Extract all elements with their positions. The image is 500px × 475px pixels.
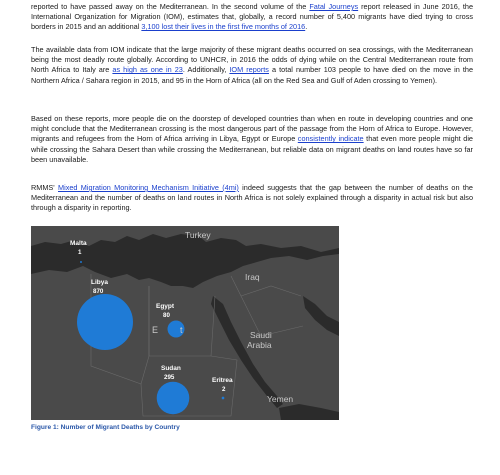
bubble-sudan xyxy=(157,382,190,415)
inline-link[interactable]: Fatal Journeys xyxy=(309,2,359,11)
region-label-saudi-arabia-2: Arabia xyxy=(247,340,272,350)
country-value-malta: 1 xyxy=(78,249,82,256)
inline-link[interactable]: Mixed Migration Monitoring Mechanism Initiative (4mi) xyxy=(58,183,239,192)
paragraph-text: a total number 103 people to have died on the move in the Northern Africa / Sahara region in 2015, and 95 in the Horn of Africa (all on the Red Sea and Gulf of Aden crossing to Yemen). xyxy=(31,65,473,85)
map-svg xyxy=(31,226,339,420)
country-label-egypt: Egypt xyxy=(156,303,175,310)
region-label-saudi-arabia-1: Saudi xyxy=(250,330,272,340)
figure-caption: Figure 1: Number of Migrant Deaths by Country xyxy=(31,424,180,431)
paragraph-4 xyxy=(31,183,473,214)
region-label-turkey: Turkey xyxy=(185,230,211,240)
paragraph-text: Based on these reports, more people die on the doorstep of developed countries than when en route in developing countries and one might conclude that the Mediterranean crossing is the most dangerous part of the passage from the Horn of Africa to Europe. However, migrants and refugees from the Horn of Africa arriving in Libya, Egypt or Europe xyxy=(31,114,473,144)
paragraph-2 xyxy=(31,45,473,86)
paragraph-text: report released in June 2016, the International Organization for Migration (IOM), estimates that, globally, a record number of 5,400 migrants have died trying to cross borders in 2015 and an additional xyxy=(31,2,474,32)
inline-link[interactable]: IOM reports xyxy=(229,65,269,75)
paragraph-text: . xyxy=(305,22,308,32)
inline-link[interactable]: 3,100 lost their lives in the first five months of 2016 xyxy=(141,22,306,32)
country-value-egypt: 80 xyxy=(163,312,170,319)
egypt-overlay-text-tail: t xyxy=(180,325,183,335)
country-label-eritrea: Eritrea xyxy=(212,377,233,384)
paragraph-text: The available data from IOM indicate that the large majority of these migrant deaths occurred on sea crossings, with the Mediterranean being the most deadly route globally. According to UNHCR, in 2016 the odds of dying while on the Central Mediterranean route from North Africa to Italy are xyxy=(31,45,473,75)
paragraph-text: RMMS' xyxy=(31,183,59,192)
inline-link[interactable]: consistently indicate xyxy=(297,134,364,144)
paragraph-3 xyxy=(31,114,473,165)
inline-link[interactable]: as high as one in 23 xyxy=(112,65,183,75)
country-label-malta: Malta xyxy=(70,240,87,247)
bubble-libya xyxy=(77,294,133,350)
country-label-libya: Libya xyxy=(91,279,108,286)
country-value-libya: 870 xyxy=(93,288,104,295)
country-label-sudan: Sudan xyxy=(161,365,181,372)
region-label-yemen: Yemen xyxy=(267,394,294,404)
country-value-eritrea: 2 xyxy=(222,386,226,393)
bubble-eritrea xyxy=(222,397,225,400)
country-value-sudan: 295 xyxy=(164,374,175,381)
paragraph-text: indeed suggests that the gap between the number of deaths on the Mediterranean and the number of deaths on land routes in North Africa is not solely explained through a disparity in actual risk but also through a disparity in reporting. xyxy=(31,183,473,213)
bubble-malta xyxy=(80,261,82,263)
migrant-deaths-map xyxy=(31,226,339,420)
egypt-overlay-text: E xyxy=(152,325,159,335)
paragraph-text: . Additionally, xyxy=(182,65,230,75)
region-label-iraq: Iraq xyxy=(245,272,260,282)
paragraph-1 xyxy=(31,2,473,33)
paragraph-text: reported to have passed away on the Mediterranean. In the second volume of the xyxy=(31,2,310,11)
paragraph-text: that even more people might die while crossing the Sahara Desert than while crossing the Mediterranean, but reliable data on migrant deaths on land routes have so far been unavailable. xyxy=(31,134,473,164)
